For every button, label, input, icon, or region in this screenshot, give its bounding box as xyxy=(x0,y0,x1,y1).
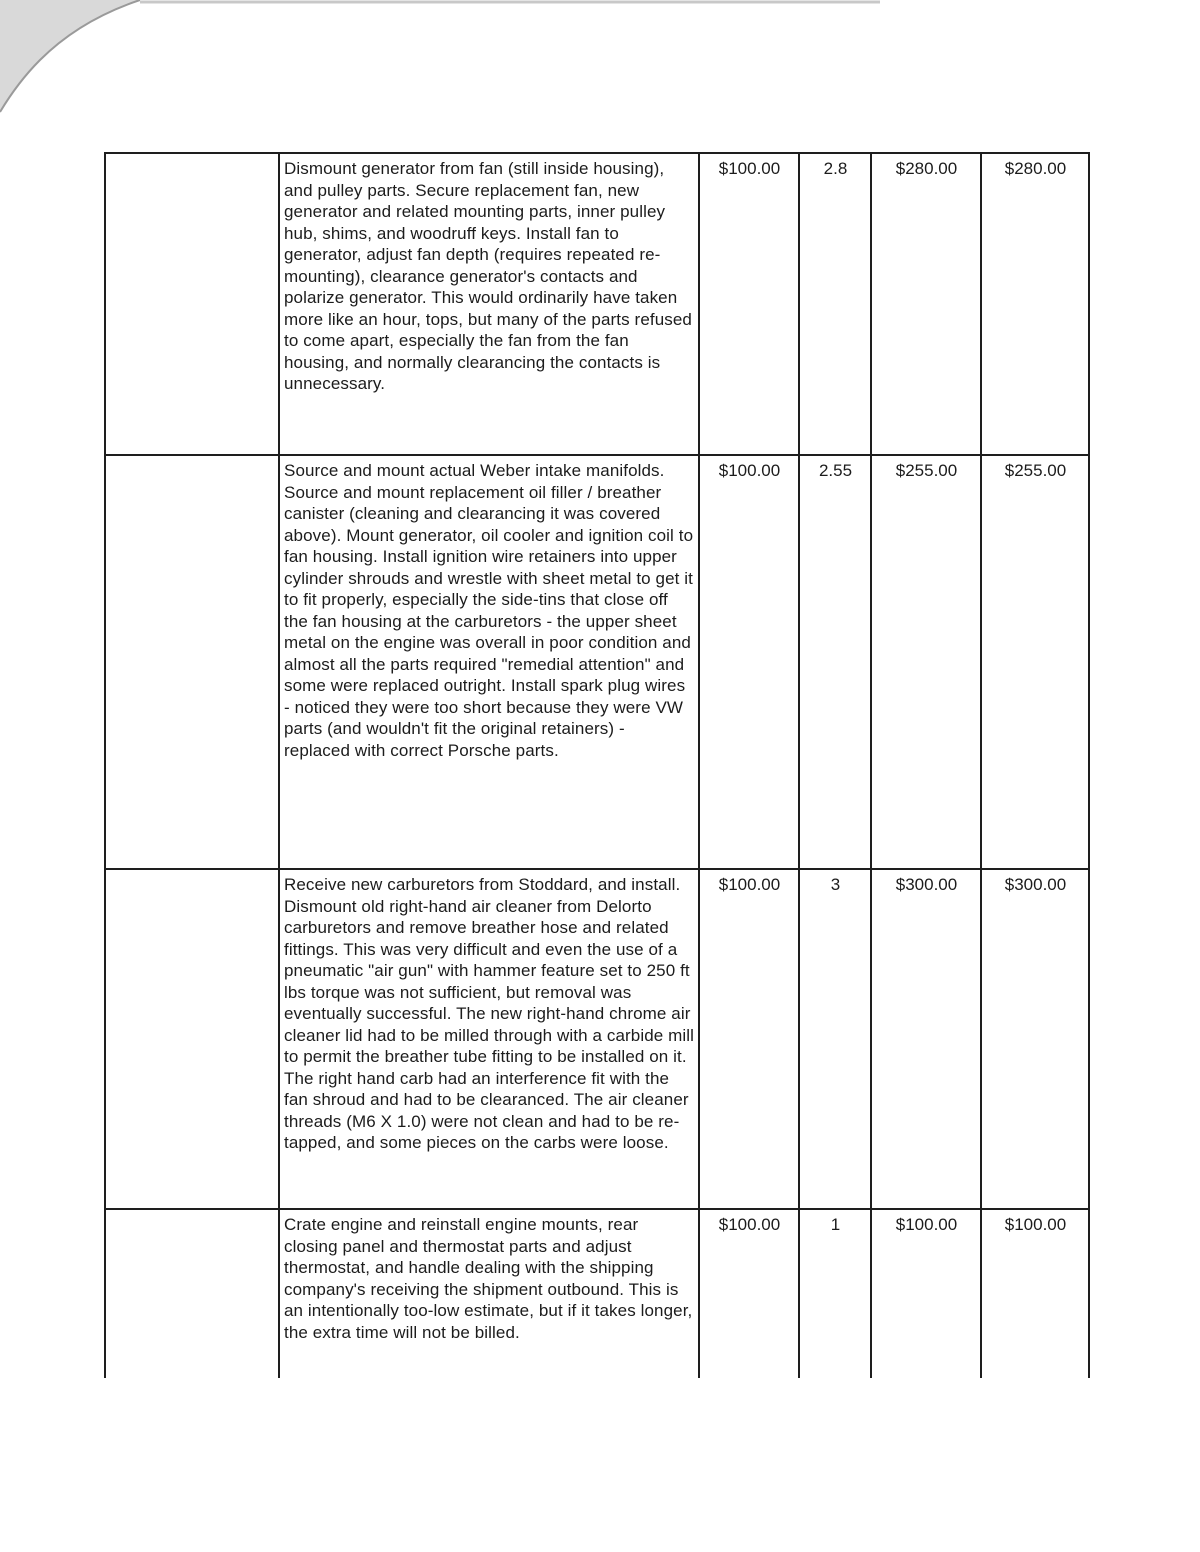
line-item-rate: $100.00 xyxy=(699,153,799,455)
table-row xyxy=(105,153,1089,455)
table-row xyxy=(105,1209,1089,1378)
line-item-total: $255.00 xyxy=(981,455,1089,869)
line-item-rate: $100.00 xyxy=(699,1209,799,1378)
line-item-rate: $100.00 xyxy=(699,455,799,869)
line-item-amount: $300.00 xyxy=(871,869,981,1209)
line-item-description: Dismount generator from fan (still inside housing), and pulley parts. Secure replacement fan, new generator and related mounting parts, inner pulley hub, shims, and woodruff keys. Install fan to generator, adjust fan depth (requires repeated re-mounting), clearance generator's contacts and polarize generator. This would ordinarily have taken more like an hour, tops, but many of the parts refused to come apart, especially the fan from the fan housing, and normally clearancing the contacts is unnecessary. xyxy=(279,153,699,455)
table-row xyxy=(105,869,1089,1209)
table-row xyxy=(105,455,1089,869)
line-item-total: $280.00 xyxy=(981,153,1089,455)
blank-cell xyxy=(105,869,279,1209)
line-item-description: Source and mount actual Weber intake manifolds. Source and mount replacement oil filler / breather canister (cleaning and clearancing it was covered above). Mount generator, oil cooler and ignition coil to fan housing. Install ignition wire retainers into upper cylinder shrouds and wrestle with sheet metal to get it to fit properly, especially the side-tins that close off the fan housing at the carburetors - the upper sheet metal on the engine was overall in poor condition and almost all the parts required "remedial attention" and some were replaced outright. Install spark plug wires - noticed they were too short because they were VW parts (and wouldn't fit the original retainers) - replaced with correct Porsche parts. xyxy=(279,455,699,869)
invoice-line-items-table xyxy=(104,152,1090,1378)
blank-cell xyxy=(105,153,279,455)
line-item-amount: $280.00 xyxy=(871,153,981,455)
line-item-hours: 2.8 xyxy=(799,153,871,455)
scan-corner-shadow xyxy=(0,0,1200,160)
blank-cell xyxy=(105,1209,279,1378)
line-item-amount: $100.00 xyxy=(871,1209,981,1378)
line-item-total: $100.00 xyxy=(981,1209,1089,1378)
line-item-hours: 2.55 xyxy=(799,455,871,869)
line-item-description: Receive new carburetors from Stoddard, and install. Dismount old right-hand air cleaner from Delorto carburetors and remove breather hose and related fittings. This was very difficult and even the use of a pneumatic "air gun" with hammer feature set to 250 ft lbs torque was not sufficient, but removal was eventually successful. The new right-hand chrome air cleaner lid had to be milled through with a carbide mill to permit the breather tube fitting to be installed on it. The right hand carb had an interference fit with the fan shroud and had to be clearanced. The air cleaner threads (M6 X 1.0) were not clean and had to be re-tapped, and some pieces on the carbs were loose. xyxy=(279,869,699,1209)
line-item-hours: 3 xyxy=(799,869,871,1209)
blank-cell xyxy=(105,455,279,869)
line-item-rate: $100.00 xyxy=(699,869,799,1209)
line-item-amount: $255.00 xyxy=(871,455,981,869)
line-item-description: Crate engine and reinstall engine mounts, rear closing panel and thermostat parts and adjust thermostat, and handle dealing with the shipping company's receiving the shipment outbound. This is an intentionally too-low estimate, but if it takes longer, the extra time will not be billed. xyxy=(279,1209,699,1378)
line-item-total: $300.00 xyxy=(981,869,1089,1209)
line-item-hours: 1 xyxy=(799,1209,871,1378)
